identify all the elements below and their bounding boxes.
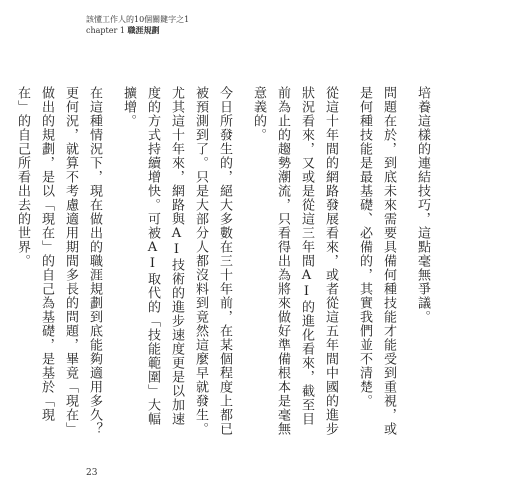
- chapter-prefix: chapter 1: [86, 26, 125, 35]
- paragraph-3: 從這十年間的網路發展看來，或者從這五年間中國的進步狀況看來，又或是從這三年間AI的進化看來，截至目前為止的趨勢潮流，只看得出為將來做好準備根本是毫無意義的。: [251, 86, 338, 436]
- chapter-line: [86, 25, 189, 36]
- book-title: 該懂工作人的10個關鍵字之1: [86, 15, 190, 24]
- paragraph-2: 問題在於，到底未來需要具備何種技能才能受到重視，或是何種技能是最基礎、必備的，其實我們並不清楚。: [357, 86, 396, 436]
- paragraph-5: 在這種情況下，現在做出的職涯規劃到底能夠適用多久？: [87, 86, 102, 436]
- paragraph-4: 今日所發生的，絕大多數在三十年前，在某個程度上都已被預測到了。只是大部分人都沒料到竟然這麼早就發生。尤其這十年來，網路與AI技術的進步速度更是以加速度的方式持續增快。可被AI取代的「技能範圍」大幅擴增。: [121, 86, 232, 436]
- paragraph-6: 更何況，就算不考慮適用期間多長的問題，畢竟「現在」做出的規劃，是以「現在」的自己為基礎，是基於「現在」的自己所看出去的世界。: [15, 86, 78, 436]
- paragraph-1: 培養這樣的連結技巧，這點毫無爭議。: [415, 86, 430, 324]
- page-number: 23: [86, 468, 98, 478]
- body-text: [15, 86, 434, 436]
- chapter-title: 職涯規劃: [127, 25, 160, 35]
- running-header: [86, 14, 189, 36]
